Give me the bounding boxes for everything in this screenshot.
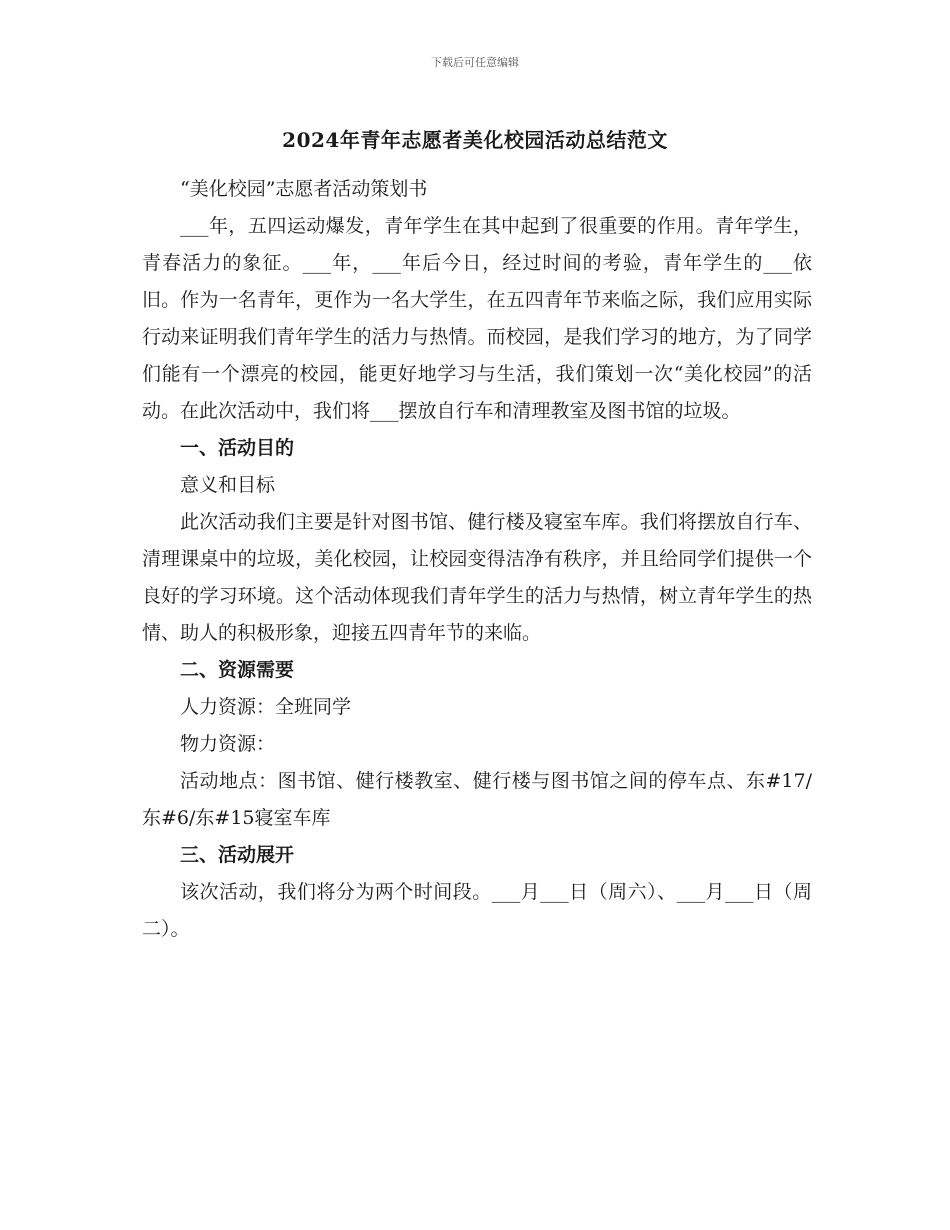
- paragraph-subtitle: “美化校园”志愿者活动策划书: [180, 178, 428, 200]
- document-body: [142, 171, 812, 948]
- section-heading-activities: 三、活动展开: [180, 844, 295, 866]
- paragraph-material-resources: 物力资源：: [180, 733, 276, 755]
- document-title: 2024年青年志愿者美化校园活动总结范文: [282, 128, 668, 152]
- section-heading-purpose: 一、活动目的: [180, 437, 295, 459]
- section-heading-resources: 二、资源需要: [180, 659, 295, 681]
- paragraph-meaning: 意义和目标: [180, 474, 276, 496]
- paragraph-human-resources: 人力资源：全班同学: [180, 696, 352, 718]
- paragraph-schedule: 该次活动，我们将分为两个时间段。___月___日（周六）、___月___日（周二）。: [142, 881, 812, 940]
- paragraph-intro: ___年，五四运动爆发，青年学生在其中起到了很重要的作用。青年学生，青春活力的象征。___年，___年后今日，经过时间的考验，青年学生的___依旧。作为一名青年，更作为一名大学生，在五四青年节来临之际，我们应用实际行动来证明我们青年学生的活力与热情。而校园，是我们学习的地方，为了同学们能有一个漂亮的校园，能更好地学习与生活，我们策划一次“美化校园”的活动。在此次活动中，我们将___摆放自行车和清理教室及图书馆的垃圾。: [142, 215, 812, 422]
- paragraph-locations: 活动地点：图书馆、健行楼教室、健行楼与图书馆之间的停车点、东#17/东#6/东#15寝室车库: [142, 770, 812, 829]
- header-note: 下载后可任意编辑: [431, 56, 519, 69]
- paragraph-purpose-detail: 此次活动我们主要是针对图书馆、健行楼及寝室车库。我们将摆放自行车、清理课桌中的垃圾，美化校园，让校园变得洁净有秩序，并且给同学们提供一个良好的学习环境。这个活动体现我们青年学生的活力与热情，树立青年学生的热情、助人的积极形象，迎接五四青年节的来临。: [142, 511, 812, 644]
